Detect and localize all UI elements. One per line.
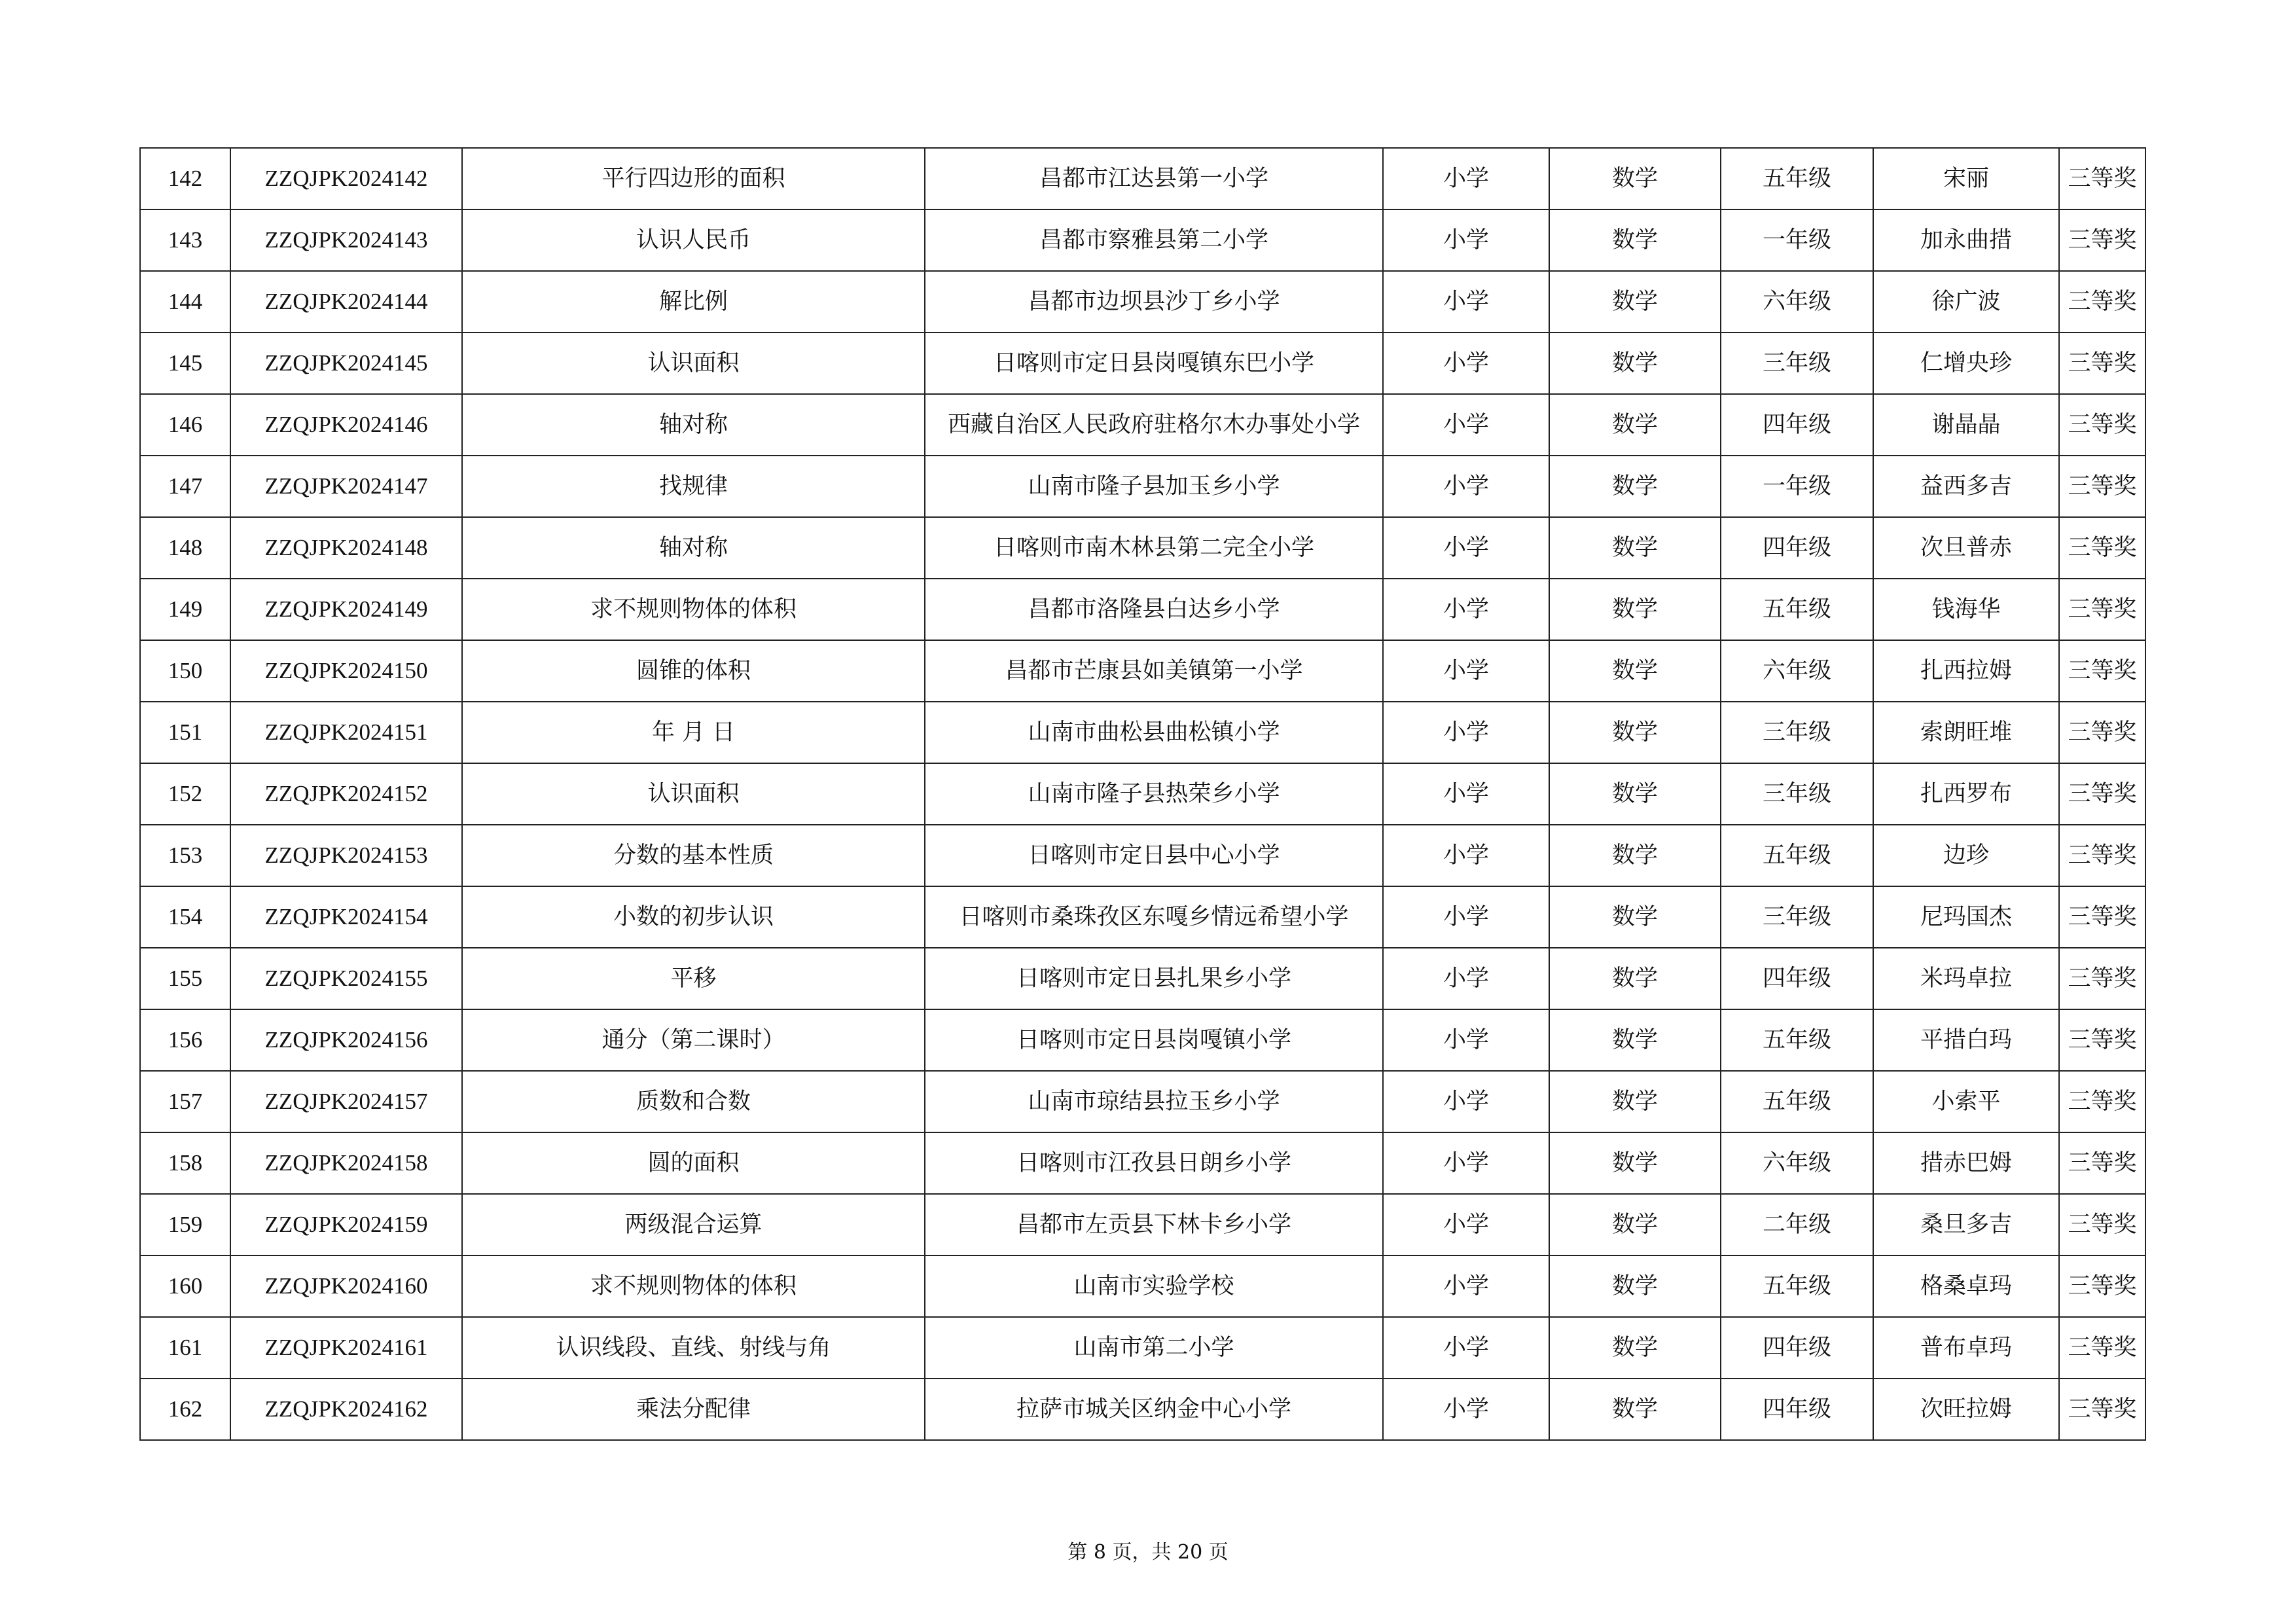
grade-cell: 四年级 xyxy=(1721,394,1873,456)
grade-cell: 五年级 xyxy=(1721,1071,1873,1132)
school-cell: 拉萨市城关区纳金中心小学 xyxy=(925,1379,1383,1440)
table-row xyxy=(140,209,2145,271)
entry-code-cell: ZZQJPK2024153 xyxy=(230,825,462,886)
school-level-cell: 小学 xyxy=(1383,1255,1549,1317)
school-cell: 山南市曲松县曲松镇小学 xyxy=(925,702,1383,763)
award-cell: 三等奖 xyxy=(2059,333,2145,394)
grade-cell: 五年级 xyxy=(1721,579,1873,640)
teacher-cell: 措赤巴姆 xyxy=(1873,1132,2059,1194)
table-row xyxy=(140,825,2145,886)
subject-cell: 数学 xyxy=(1549,640,1721,702)
entry-code-cell: ZZQJPK2024160 xyxy=(230,1255,462,1317)
school-level-cell: 小学 xyxy=(1383,1317,1549,1379)
grade-cell: 六年级 xyxy=(1721,271,1873,333)
school-cell: 日喀则市桑珠孜区东嘎乡情远希望小学 xyxy=(925,886,1383,948)
award-cell: 三等奖 xyxy=(2059,1009,2145,1071)
teacher-cell: 谢晶晶 xyxy=(1873,394,2059,456)
lesson-title-cell: 认识人民币 xyxy=(462,209,925,271)
school-cell: 昌都市边坝县沙丁乡小学 xyxy=(925,271,1383,333)
grade-cell: 三年级 xyxy=(1721,763,1873,825)
subject-cell: 数学 xyxy=(1549,1379,1721,1440)
teacher-cell: 钱海华 xyxy=(1873,579,2059,640)
teacher-cell: 桑旦多吉 xyxy=(1873,1194,2059,1255)
teacher-cell: 徐广波 xyxy=(1873,271,2059,333)
award-cell: 三等奖 xyxy=(2059,456,2145,517)
table-row xyxy=(140,579,2145,640)
lesson-title-cell: 认识线段、直线、射线与角 xyxy=(462,1317,925,1379)
table-row xyxy=(140,763,2145,825)
entry-code-cell: ZZQJPK2024144 xyxy=(230,271,462,333)
award-cell: 三等奖 xyxy=(2059,1194,2145,1255)
school-cell: 山南市隆子县热荣乡小学 xyxy=(925,763,1383,825)
school-level-cell: 小学 xyxy=(1383,333,1549,394)
school-level-cell: 小学 xyxy=(1383,763,1549,825)
entry-code-cell: ZZQJPK2024147 xyxy=(230,456,462,517)
grade-cell: 二年级 xyxy=(1721,1194,1873,1255)
school-level-cell: 小学 xyxy=(1383,640,1549,702)
school-level-cell: 小学 xyxy=(1383,394,1549,456)
school-cell: 日喀则市定日县岗嘎镇东巴小学 xyxy=(925,333,1383,394)
grade-cell: 一年级 xyxy=(1721,209,1873,271)
table-row xyxy=(140,394,2145,456)
row-number-cell: 147 xyxy=(140,456,230,517)
school-cell: 昌都市芒康县如美镇第一小学 xyxy=(925,640,1383,702)
school-level-cell: 小学 xyxy=(1383,456,1549,517)
lesson-title-cell: 两级混合运算 xyxy=(462,1194,925,1255)
lesson-title-cell: 平移 xyxy=(462,948,925,1009)
grade-cell: 五年级 xyxy=(1721,1009,1873,1071)
teacher-cell: 尼玛国杰 xyxy=(1873,886,2059,948)
award-cell: 三等奖 xyxy=(2059,394,2145,456)
lesson-title-cell: 认识面积 xyxy=(462,333,925,394)
subject-cell: 数学 xyxy=(1549,394,1721,456)
page-footer: 第 8 页，共 20 页 xyxy=(1067,1541,1229,1564)
teacher-cell: 扎西罗布 xyxy=(1873,763,2059,825)
school-level-cell: 小学 xyxy=(1383,702,1549,763)
award-cell: 三等奖 xyxy=(2059,1071,2145,1132)
row-number-cell: 153 xyxy=(140,825,230,886)
subject-cell: 数学 xyxy=(1549,1071,1721,1132)
subject-cell: 数学 xyxy=(1549,1317,1721,1379)
teacher-cell: 仁增央珍 xyxy=(1873,333,2059,394)
entry-code-cell: ZZQJPK2024151 xyxy=(230,702,462,763)
school-level-cell: 小学 xyxy=(1383,148,1549,209)
lesson-title-cell: 轴对称 xyxy=(462,517,925,579)
table-row xyxy=(140,456,2145,517)
school-cell: 昌都市左贡县下林卡乡小学 xyxy=(925,1194,1383,1255)
lesson-title-cell: 年 月 日 xyxy=(462,702,925,763)
grade-cell: 五年级 xyxy=(1721,825,1873,886)
grade-cell: 四年级 xyxy=(1721,948,1873,1009)
table-row xyxy=(140,1379,2145,1440)
lesson-title-cell: 求不规则物体的体积 xyxy=(462,1255,925,1317)
school-cell: 日喀则市定日县中心小学 xyxy=(925,825,1383,886)
grade-cell: 三年级 xyxy=(1721,886,1873,948)
school-level-cell: 小学 xyxy=(1383,517,1549,579)
entry-code-cell: ZZQJPK2024155 xyxy=(230,948,462,1009)
award-cell: 三等奖 xyxy=(2059,148,2145,209)
entry-code-cell: ZZQJPK2024159 xyxy=(230,1194,462,1255)
lesson-title-cell: 分数的基本性质 xyxy=(462,825,925,886)
row-number-cell: 162 xyxy=(140,1379,230,1440)
subject-cell: 数学 xyxy=(1549,209,1721,271)
school-cell: 西藏自治区人民政府驻格尔木办事处小学 xyxy=(925,394,1383,456)
grade-cell: 六年级 xyxy=(1721,1132,1873,1194)
row-number-cell: 145 xyxy=(140,333,230,394)
table-row xyxy=(140,886,2145,948)
teacher-cell: 格桑卓玛 xyxy=(1873,1255,2059,1317)
school-cell: 山南市第二小学 xyxy=(925,1317,1383,1379)
row-number-cell: 152 xyxy=(140,763,230,825)
row-number-cell: 159 xyxy=(140,1194,230,1255)
entry-code-cell: ZZQJPK2024158 xyxy=(230,1132,462,1194)
row-number-cell: 146 xyxy=(140,394,230,456)
teacher-cell: 小索平 xyxy=(1873,1071,2059,1132)
award-cell: 三等奖 xyxy=(2059,271,2145,333)
subject-cell: 数学 xyxy=(1549,1132,1721,1194)
entry-code-cell: ZZQJPK2024143 xyxy=(230,209,462,271)
grade-cell: 三年级 xyxy=(1721,702,1873,763)
table-row xyxy=(140,948,2145,1009)
award-cell: 三等奖 xyxy=(2059,825,2145,886)
subject-cell: 数学 xyxy=(1549,333,1721,394)
table-row xyxy=(140,271,2145,333)
row-number-cell: 154 xyxy=(140,886,230,948)
school-level-cell: 小学 xyxy=(1383,1009,1549,1071)
lesson-title-cell: 乘法分配律 xyxy=(462,1379,925,1440)
row-number-cell: 157 xyxy=(140,1071,230,1132)
school-level-cell: 小学 xyxy=(1383,948,1549,1009)
school-level-cell: 小学 xyxy=(1383,886,1549,948)
lesson-title-cell: 质数和合数 xyxy=(462,1071,925,1132)
school-cell: 日喀则市定日县岗嘎镇小学 xyxy=(925,1009,1383,1071)
award-cell: 三等奖 xyxy=(2059,763,2145,825)
teacher-cell: 索朗旺堆 xyxy=(1873,702,2059,763)
table-row xyxy=(140,333,2145,394)
row-number-cell: 158 xyxy=(140,1132,230,1194)
school-cell: 山南市实验学校 xyxy=(925,1255,1383,1317)
lesson-title-cell: 轴对称 xyxy=(462,394,925,456)
teacher-cell: 益西多吉 xyxy=(1873,456,2059,517)
school-cell: 日喀则市南木林县第二完全小学 xyxy=(925,517,1383,579)
school-cell: 昌都市洛隆县白达乡小学 xyxy=(925,579,1383,640)
teacher-cell: 平措白玛 xyxy=(1873,1009,2059,1071)
grade-cell: 四年级 xyxy=(1721,517,1873,579)
award-cell: 三等奖 xyxy=(2059,1132,2145,1194)
table-body xyxy=(140,148,2145,1440)
teacher-cell: 边珍 xyxy=(1873,825,2059,886)
school-cell: 日喀则市定日县扎果乡小学 xyxy=(925,948,1383,1009)
entry-code-cell: ZZQJPK2024152 xyxy=(230,763,462,825)
teacher-cell: 米玛卓拉 xyxy=(1873,948,2059,1009)
row-number-cell: 148 xyxy=(140,517,230,579)
subject-cell: 数学 xyxy=(1549,271,1721,333)
subject-cell: 数学 xyxy=(1549,456,1721,517)
row-number-cell: 161 xyxy=(140,1317,230,1379)
table-row xyxy=(140,1009,2145,1071)
subject-cell: 数学 xyxy=(1549,148,1721,209)
table-row xyxy=(140,702,2145,763)
table-row xyxy=(140,1194,2145,1255)
award-cell: 三等奖 xyxy=(2059,702,2145,763)
table-row xyxy=(140,148,2145,209)
school-level-cell: 小学 xyxy=(1383,271,1549,333)
school-cell: 山南市隆子县加玉乡小学 xyxy=(925,456,1383,517)
teacher-cell: 普布卓玛 xyxy=(1873,1317,2059,1379)
row-number-cell: 156 xyxy=(140,1009,230,1071)
grade-cell: 四年级 xyxy=(1721,1379,1873,1440)
subject-cell: 数学 xyxy=(1549,886,1721,948)
subject-cell: 数学 xyxy=(1549,763,1721,825)
row-number-cell: 155 xyxy=(140,948,230,1009)
lesson-title-cell: 平行四边形的面积 xyxy=(462,148,925,209)
school-level-cell: 小学 xyxy=(1383,1132,1549,1194)
subject-cell: 数学 xyxy=(1549,948,1721,1009)
grade-cell: 六年级 xyxy=(1721,640,1873,702)
entry-code-cell: ZZQJPK2024148 xyxy=(230,517,462,579)
grade-cell: 五年级 xyxy=(1721,1255,1873,1317)
school-cell: 日喀则市江孜县日朗乡小学 xyxy=(925,1132,1383,1194)
subject-cell: 数学 xyxy=(1549,702,1721,763)
grade-cell: 三年级 xyxy=(1721,333,1873,394)
school-level-cell: 小学 xyxy=(1383,209,1549,271)
teacher-cell: 宋丽 xyxy=(1873,148,2059,209)
entry-code-cell: ZZQJPK2024161 xyxy=(230,1317,462,1379)
award-cell: 三等奖 xyxy=(2059,948,2145,1009)
school-level-cell: 小学 xyxy=(1383,1379,1549,1440)
subject-cell: 数学 xyxy=(1549,1194,1721,1255)
table-row xyxy=(140,1317,2145,1379)
table-row xyxy=(140,1255,2145,1317)
lesson-title-cell: 圆的面积 xyxy=(462,1132,925,1194)
subject-cell: 数学 xyxy=(1549,579,1721,640)
grade-cell: 一年级 xyxy=(1721,456,1873,517)
entry-code-cell: ZZQJPK2024146 xyxy=(230,394,462,456)
lesson-title-cell: 圆锥的体积 xyxy=(462,640,925,702)
row-number-cell: 144 xyxy=(140,271,230,333)
subject-cell: 数学 xyxy=(1549,825,1721,886)
row-number-cell: 151 xyxy=(140,702,230,763)
award-cell: 三等奖 xyxy=(2059,579,2145,640)
award-cell: 三等奖 xyxy=(2059,517,2145,579)
lesson-title-cell: 认识面积 xyxy=(462,763,925,825)
teacher-cell: 次旺拉姆 xyxy=(1873,1379,2059,1440)
entry-code-cell: ZZQJPK2024154 xyxy=(230,886,462,948)
school-level-cell: 小学 xyxy=(1383,825,1549,886)
table-row xyxy=(140,1071,2145,1132)
table-row xyxy=(140,517,2145,579)
entry-code-cell: ZZQJPK2024162 xyxy=(230,1379,462,1440)
lesson-title-cell: 解比例 xyxy=(462,271,925,333)
table-row xyxy=(140,640,2145,702)
entry-code-cell: ZZQJPK2024150 xyxy=(230,640,462,702)
lesson-title-cell: 找规律 xyxy=(462,456,925,517)
lesson-title-cell: 求不规则物体的体积 xyxy=(462,579,925,640)
subject-cell: 数学 xyxy=(1549,1009,1721,1071)
school-cell: 山南市琼结县拉玉乡小学 xyxy=(925,1071,1383,1132)
school-cell: 昌都市江达县第一小学 xyxy=(925,148,1383,209)
grade-cell: 五年级 xyxy=(1721,148,1873,209)
grade-cell: 四年级 xyxy=(1721,1317,1873,1379)
award-cell: 三等奖 xyxy=(2059,886,2145,948)
school-level-cell: 小学 xyxy=(1383,1194,1549,1255)
lesson-title-cell: 通分（第二课时） xyxy=(462,1009,925,1071)
entry-code-cell: ZZQJPK2024149 xyxy=(230,579,462,640)
teacher-cell: 加永曲措 xyxy=(1873,209,2059,271)
lesson-title-cell: 小数的初步认识 xyxy=(462,886,925,948)
subject-cell: 数学 xyxy=(1549,1255,1721,1317)
subject-cell: 数学 xyxy=(1549,517,1721,579)
teacher-cell: 扎西拉姆 xyxy=(1873,640,2059,702)
row-number-cell: 143 xyxy=(140,209,230,271)
row-number-cell: 150 xyxy=(140,640,230,702)
school-cell: 昌都市察雅县第二小学 xyxy=(925,209,1383,271)
award-cell: 三等奖 xyxy=(2059,209,2145,271)
row-number-cell: 160 xyxy=(140,1255,230,1317)
entry-code-cell: ZZQJPK2024142 xyxy=(230,148,462,209)
entry-code-cell: ZZQJPK2024145 xyxy=(230,333,462,394)
award-cell: 三等奖 xyxy=(2059,1379,2145,1440)
entry-code-cell: ZZQJPK2024156 xyxy=(230,1009,462,1071)
school-level-cell: 小学 xyxy=(1383,579,1549,640)
award-cell: 三等奖 xyxy=(2059,640,2145,702)
table-row xyxy=(140,1132,2145,1194)
row-number-cell: 149 xyxy=(140,579,230,640)
awards-table xyxy=(139,147,2146,1441)
teacher-cell: 次旦普赤 xyxy=(1873,517,2059,579)
award-cell: 三等奖 xyxy=(2059,1317,2145,1379)
entry-code-cell: ZZQJPK2024157 xyxy=(230,1071,462,1132)
school-level-cell: 小学 xyxy=(1383,1071,1549,1132)
award-cell: 三等奖 xyxy=(2059,1255,2145,1317)
row-number-cell: 142 xyxy=(140,148,230,209)
